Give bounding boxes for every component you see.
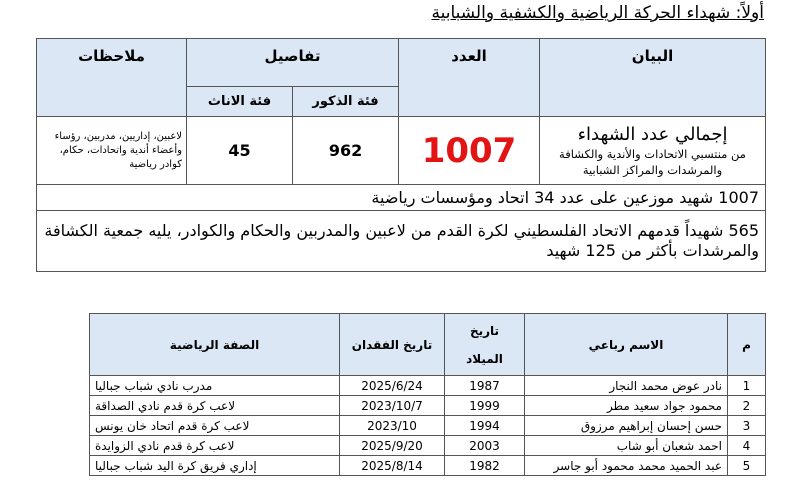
header-bayan: البيان [540,39,766,117]
bayan-sub-text: من منتسبي الاتحادات والأندية والكشافة والمرشدات والمراكز الشبابية [559,146,746,177]
row-date: 2025/8/14 [340,456,445,476]
row-role: إداري فريق كرة اليد شباب جباليا [90,456,340,476]
list-header-birth-line2: الميلاد [466,351,503,366]
row-date: 2023/10/7 [340,396,445,416]
row-role: لاعب كرة قدم اتحاد خان يونس [90,416,340,436]
row-birth: 1999 [445,396,525,416]
list-header-birth-line1: تاريخ [469,323,500,338]
header-female: فئة الاناث [187,87,293,117]
total-count: 1007 [399,117,540,185]
row-name: احمد شعبان أبو شاب [525,436,728,456]
row-date: 2025/6/24 [340,376,445,396]
row-name: حسن إحسان إبراهيم مرزوق [525,416,728,436]
list-header-role: الصفة الرياضية [90,314,340,376]
row-index: 4 [728,436,766,456]
row-birth: 1987 [445,376,525,396]
row-date: 2023/10 [340,416,445,436]
female-count: 45 [187,117,293,185]
row-index: 3 [728,416,766,436]
row-role: مدرب نادي شباب جباليا [90,376,340,396]
row-name: عبد الحميد محمد محمود أبو جاسر [525,456,728,476]
list-header-name: الاسم رباعي [525,314,728,376]
header-count: العدد [399,39,540,117]
header-details: تفاصيل [187,39,399,87]
table-row [90,376,766,396]
list-header-birth [445,314,525,376]
table-row [90,456,766,476]
row-role: لاعب كرة قدم نادي الزوايدة [90,436,340,456]
bayan-main-text: إجمالي عدد الشهداء [577,123,728,145]
table-row [90,416,766,436]
row-name: محمود جواد سعيد مطر [525,396,728,416]
martyrs-list-table [89,313,766,476]
summary-note-1: 1007 شهيد موزعين على عدد 34 اتحاد ومؤسسات رياضية [37,185,766,211]
row-birth: 1994 [445,416,525,436]
row-date: 2025/9/20 [340,436,445,456]
row-role: لاعب كرة قدم نادي الصداقة [90,396,340,416]
male-count: 962 [293,117,399,185]
notes-text: لاعبين، إداريين، مدربين، رؤساء وأعضاء أندية واتحادات، حكام، كوادر رياضية [37,117,187,185]
row-index: 1 [728,376,766,396]
list-header-index: م [728,314,766,376]
list-header-date: تاريخ الفقدان [340,314,445,376]
table-row [90,396,766,416]
row-index: 2 [728,396,766,416]
row-name: نادر عوض محمد النجار [525,376,728,396]
table-row [90,436,766,456]
summary-table [36,38,766,272]
row-birth: 1982 [445,456,525,476]
row-birth: 2003 [445,436,525,456]
bayan-cell [540,117,766,185]
header-male: فئة الذكور [293,87,399,117]
header-notes: ملاحظات [37,39,187,117]
page-title: أولاً: شهداء الحركة الرياضية والكشفية والشبابية [431,3,764,23]
summary-note-2: 565 شهيداً قدمهم الاتحاد الفلسطيني لكرة القدم من لاعبين والمدربين والحكام والكوادر، يليه جمعية الكشافة والمرشدات بأكثر من 125 شهيد [37,211,766,272]
row-index: 5 [728,456,766,476]
